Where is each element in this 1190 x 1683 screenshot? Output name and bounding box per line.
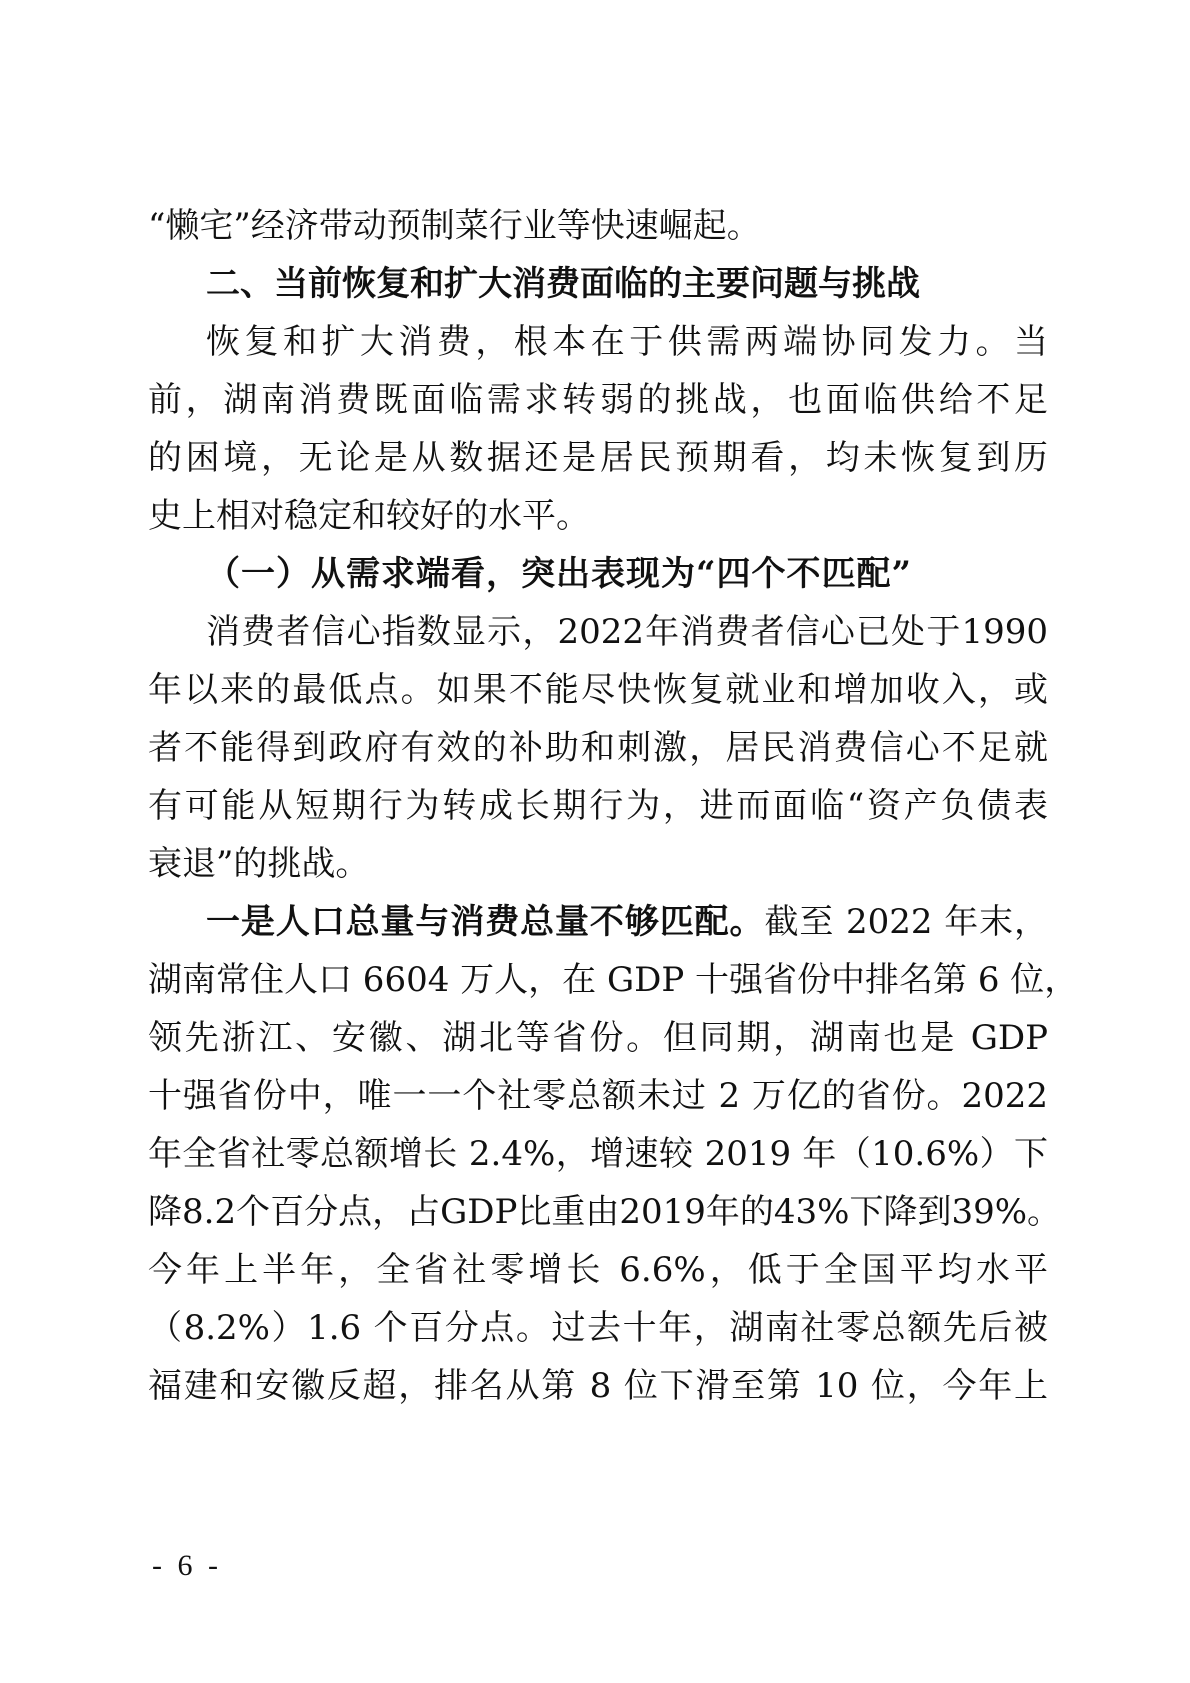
paragraph-line: 的困境，无论是从数据还是居民预期看，均未恢复到历	[148, 438, 1048, 478]
paragraph-line: 降8.2个百分点，占GDP比重由2019年的43%下降到39%。	[148, 1192, 1062, 1232]
paragraph-line: 有可能从短期行为转成长期行为，进而面临“资产负债表	[148, 786, 1048, 826]
paragraph-line: 者不能得到政府有效的补助和刺激，居民消费信心不足就	[148, 728, 1048, 768]
paragraph-line: 年全省社零总额增长 2.4%，增速较 2019 年（10.6%）下	[148, 1134, 1048, 1174]
paragraph-line: 福建和安徽反超，排名从第 8 位下滑至第 10 位，今年上	[148, 1366, 1048, 1406]
paragraph-line: 恢复和扩大消费，根本在于供需两端协同发力。当	[206, 322, 1048, 362]
bold-lead: 一是人口总量与消费总量不够匹配。	[206, 902, 765, 942]
paragraph-line: 领先浙江、安徽、湖北等省份。但同期，湖南也是 GDP	[148, 1018, 1048, 1058]
paragraph-line: 衰退”的挑战。	[148, 844, 370, 884]
paragraph-line: 消费者信心指数显示，2022年消费者信心已处于1990	[206, 612, 1048, 652]
paragraph-line: 今年上半年，全省社零增长 6.6%，低于全国平均水平	[148, 1250, 1048, 1290]
subsection-heading: （一）从需求端看，突出表现为“四个不匹配”	[206, 554, 913, 594]
paragraph-line: 年以来的最低点。如果不能尽快恢复就业和增加收入，或	[148, 670, 1048, 710]
paragraph-line: 十强省份中，唯一一个社零总额未过 2 万亿的省份。2022	[148, 1076, 1048, 1116]
paragraph-line: （8.2%）1.6 个百分点。过去十年，湖南社零总额先后被	[148, 1308, 1048, 1348]
paragraph-line	[206, 900, 1048, 944]
paragraph-line: 史上相对稳定和较好的水平。	[148, 496, 590, 536]
paragraph-line: 前，湖南消费既面临需求转弱的挑战，也面临供给不足	[148, 380, 1048, 420]
section-heading: 二、当前恢复和扩大消费面临的主要问题与挑战	[206, 264, 920, 304]
line-rest: 截至 2022 年末，	[764, 902, 1048, 942]
paragraph-line: “懒宅”经济带动预制菜行业等快速崛起。	[148, 206, 761, 246]
paragraph-line: 湖南常住人口 6604 万人，在 GDP 十强省份中排名第 6 位，	[148, 960, 1079, 1000]
page-number: - 6 -	[152, 1549, 222, 1582]
